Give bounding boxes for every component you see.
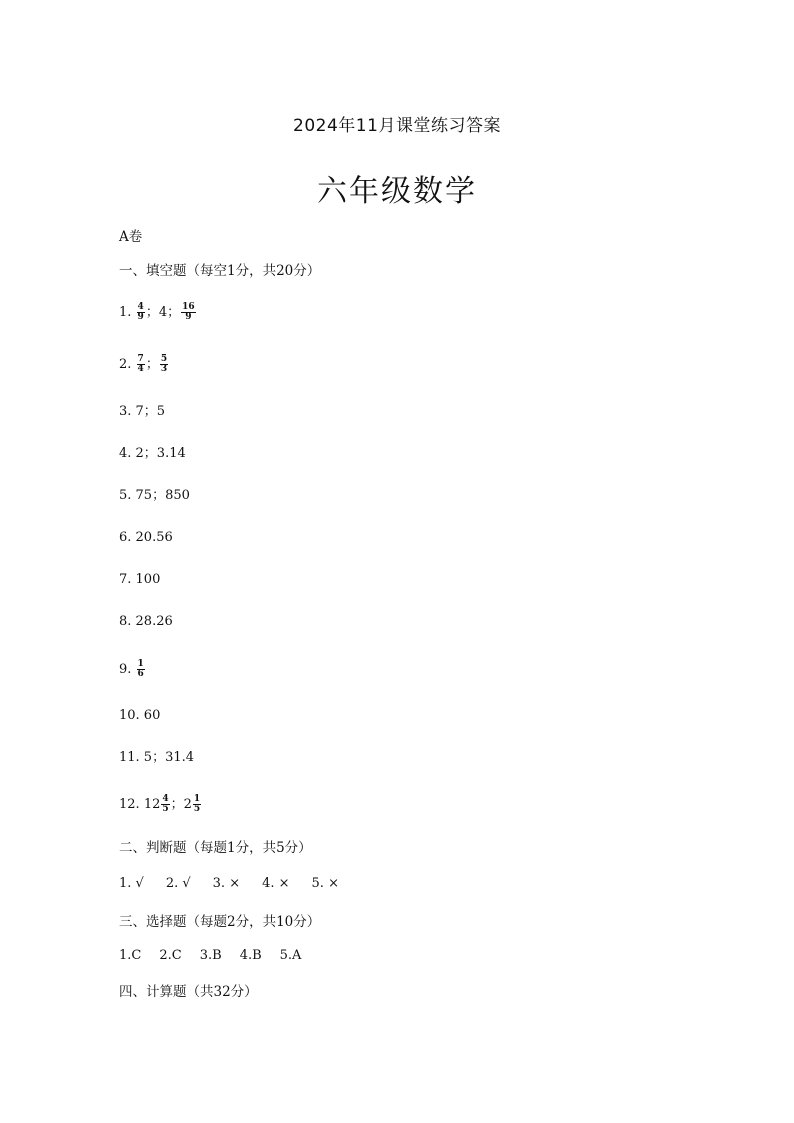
judge-answer: 4. × <box>262 876 290 891</box>
choice-answer: 2.C <box>159 948 182 963</box>
section1-heading: 一、填空题（每空1分，共20分） <box>119 263 321 279</box>
fraction: $\frac{4}{9}$ <box>137 302 144 322</box>
fraction: $\frac{16}{9}$ <box>182 302 195 322</box>
section3-answers <box>119 947 301 965</box>
document-title: 六年级数学 <box>317 174 477 209</box>
fraction: $\frac{1}{6}$ <box>137 659 144 679</box>
section3-heading: 三、选择题（每题2分，共10分） <box>119 914 321 930</box>
answer-4: 4. 2；3.14 <box>119 446 186 461</box>
answer-6: 6. 20.56 <box>119 530 173 545</box>
document-subtitle: 2024年11月课堂练习答案 <box>293 116 501 136</box>
fraction: $\frac{5}{3}$ <box>160 354 168 374</box>
choice-answer: 3.B <box>199 948 222 963</box>
answer-3: 3. 7；5 <box>119 404 166 419</box>
answer-8: 8. 28.26 <box>119 614 173 629</box>
section2-answers <box>119 875 339 893</box>
fraction: $\frac{1}{5}$ <box>193 794 201 814</box>
choice-answer: 4.B <box>239 948 262 963</box>
choice-answer: 1.C <box>119 948 142 963</box>
answer-2: 2. $\frac{7}{4}$ ； $\frac{5}{3}$ <box>119 354 168 374</box>
paper-label: A卷 <box>119 229 143 245</box>
section2-heading: 二、判断题（每题1分，共5分） <box>119 840 312 856</box>
fraction: $\frac{4}{5}$ <box>162 794 169 814</box>
judge-answer: 1. √ <box>119 876 144 891</box>
judge-answer: 2. √ <box>165 876 191 891</box>
answer-7: 7. 100 <box>119 572 161 587</box>
answer-9: 9. $\frac{1}{6}$ <box>119 659 144 679</box>
answer-11: 11. 5；31.4 <box>119 750 195 765</box>
answer-5: 5. 75；850 <box>119 488 190 503</box>
answer-1: 1. $\frac{4}{9}$ ；4； $\frac{16}{9}$ <box>119 302 195 322</box>
section4-heading: 四、计算题（共32分） <box>119 984 258 1000</box>
answer-12: 12. 12 $\frac{4}{5}$ ；2 $\frac{1}{5}$ <box>119 794 201 814</box>
answer-10: 10. 60 <box>119 708 161 723</box>
judge-answer: 5. × <box>311 876 339 891</box>
fraction: $\frac{7}{4}$ <box>137 354 144 374</box>
choice-answer: 5.A <box>279 948 302 963</box>
judge-answer: 3. × <box>212 876 241 891</box>
